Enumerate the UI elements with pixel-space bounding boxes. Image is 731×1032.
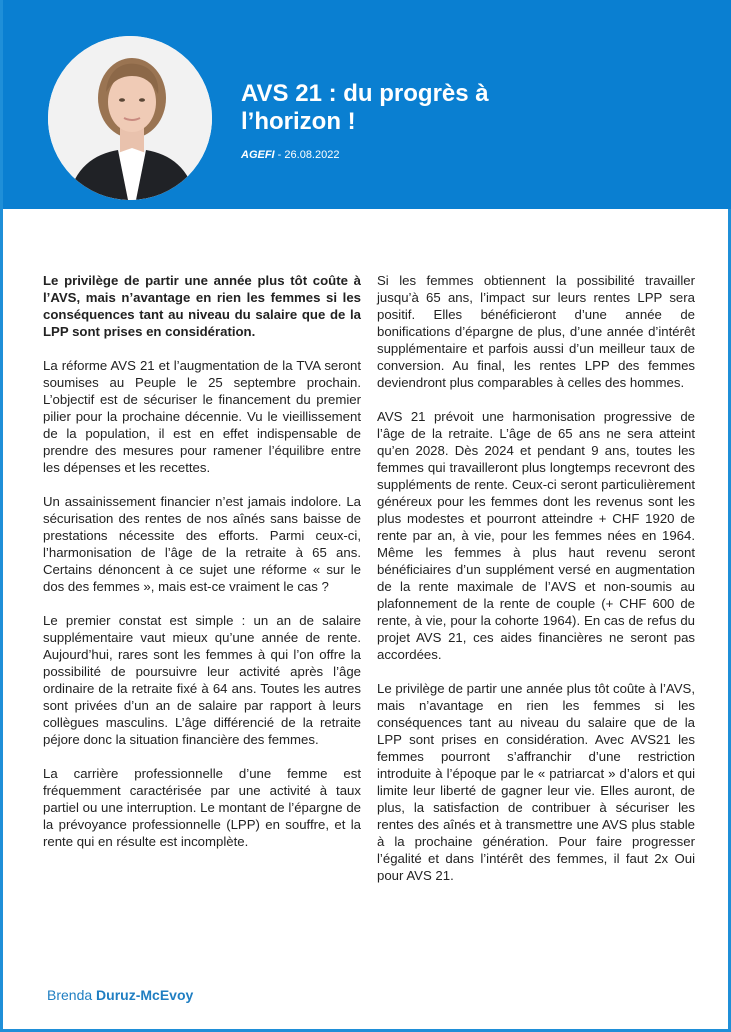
article-left-column xyxy=(43,272,361,867)
article-paragraph: Un assainissement financier n’est jamais indolore. La sécurisation des rentes de nos aînés sans baisse de prestations nécessite des efforts. Parmi ceux-ci, l’harmonisation de l’âge de la retraite à 65 ans. Certains dénoncent à ce sujet une réforme « sur le dos des femmes », mais est-ce vraiment le cas ? xyxy=(43,494,361,594)
author-portrait xyxy=(48,36,212,200)
article-paragraph: Si les femmes obtiennent la possibilité travailler jusqu’à 65 ans, l’impact sur leurs rentes LPP sera positif. Elles bénéficieront d’une année de bonifications d’épargne de plus, d’une année d’intérêt supplémentaire et parfois aussi d’un meilleur taux de conversion. Au final, les rentes LPP des femmes deviendront plus comparables à celles des hommes. xyxy=(377,273,695,390)
article-right-column xyxy=(377,272,695,901)
author-last-name: Duruz-McEvoy xyxy=(96,987,194,1003)
article-paragraph: La carrière professionnelle d’une femme est fréquemment caractérisée par une activité à taux partiel ou une interruption. Le montant de l’épargne de la prévoyance professionnelle (LPP) en souffre, et la rente qui en résulte est incomplète. xyxy=(43,766,361,849)
publication-date: 26.08.2022 xyxy=(284,149,340,161)
article-lead: Le privilège de partir une année plus tôt coûte à l’AVS, mais n’avantage en rien les femmes si les conséquences tant au niveau du salaire que de la LPP sont prises en considération. xyxy=(43,273,361,339)
author-first-name: Brenda xyxy=(47,987,93,1003)
source-separator: - xyxy=(274,149,285,161)
publication-name: AGEFI xyxy=(241,149,275,161)
author-signature xyxy=(47,986,193,1004)
article-title: AVS 21 : du progrès à l’horizon ! xyxy=(241,80,489,135)
article-paragraph: Le premier constat est simple : un an de salaire supplémentaire vaut mieux qu’une année de rente. Aujourd’hui, rares sont les femmes à qui l’on offre la possibilité de poursuivre leur activité après l’âge ordinaire de la retraite fixé à 64 ans. Toutes les autres sont privées d’un an de salaire par rapport à leurs collègues masculins. L’âge différencié de la retraite péjore donc la situation financière des femmes. xyxy=(43,613,361,747)
portrait-illustration xyxy=(48,36,212,200)
article-paragraph: Le privilège de partir une année plus tôt coûte à l’AVS, mais n’avantage en rien les femmes si les conséquences tant au niveau du salaire que de la LPP sont prises en considération. Avec AVS21 les femmes pourront s’affranchir d’une restriction introduite à l’époque par le « patriarcat » d’alors et qui limite leur liberté de gagner leur vie. Elles auront, de plus, la satisfaction de contribuer à sécuriser les rentes des aînés et à transmettre une AVS plus stable à la prochaine génération. Pour faire progresser l’égalité et dans l’intérêt des femmes, il faut 2x Oui pour AVS 21. xyxy=(377,681,695,883)
article-paragraph: La réforme AVS 21 et l’augmentation de la TVA seront soumises au Peuple le 25 septembre prochain. L’objectif est de sécuriser le financement du premier pilier pour la prochaine décennie. Vu le vieillissement de la population, il est en effet indispensable de prendre des mesures pour ramener l’équilibre entre les dépenses et les recettes. xyxy=(43,358,361,475)
article-source xyxy=(241,148,339,162)
article-paragraph: AVS 21 prévoit une harmonisation progressive de l’âge de la retraite. L’âge de 65 ans ne sera atteint qu’en 2028. Dès 2024 et pendant 9 ans, toutes les femmes qui travailleront plus longtemps recevront des suppléments de rente. Ceux-ci seront particulièrement généreux pour les femmes dont les revenus sont les plus modestes et pourront atteindre + CHF 1920 de rente par an, à vie, pour les femmes nées en 1964. Même les femmes à plus haut revenu seront bénéficiaires d’un supplément versé en augmentation de la rente maximale de l’AVS et non-soumis au plafonnement de la rente de couple (+ CHF 600 de rente, à vie, pour la cohorte 1964). En cas de refus du projet AVS 21, ces aides financières ne seront pas accordées. xyxy=(377,409,695,662)
header-banner xyxy=(3,0,731,209)
